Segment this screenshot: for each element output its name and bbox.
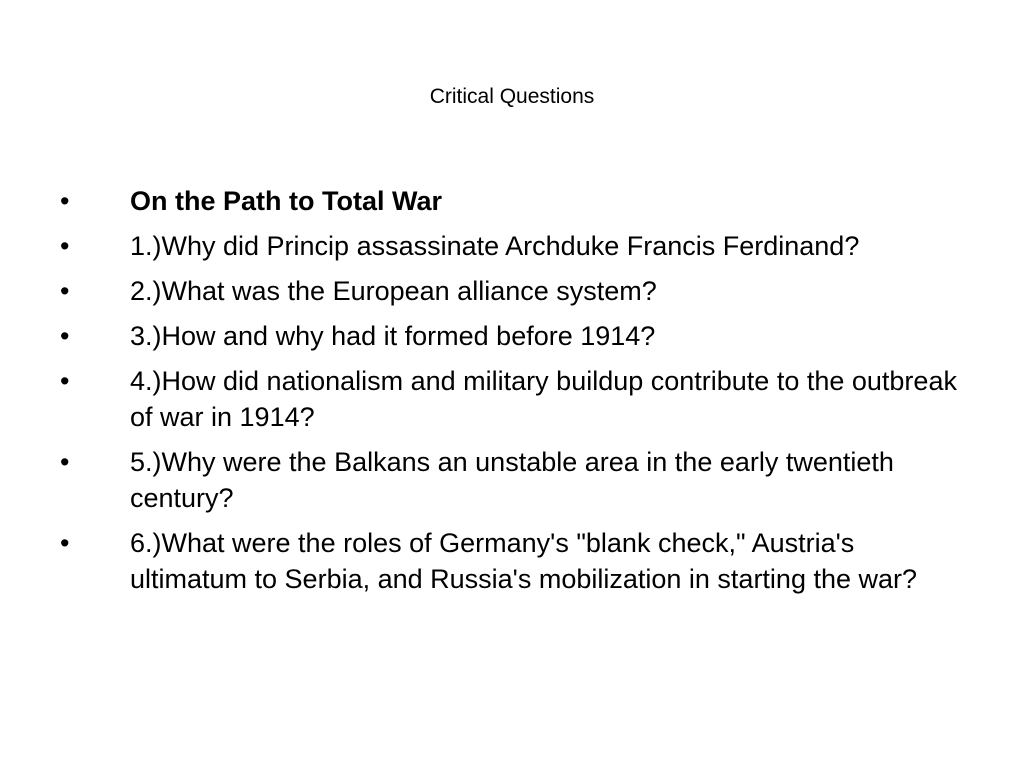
- bullet-text: 2.)What was the European alliance system?: [130, 276, 657, 306]
- bullet-item-question-6: [60, 525, 970, 597]
- bullet-text: 3.)How and why had it formed before 1914?: [130, 321, 656, 351]
- bullet-item-question-1: [60, 228, 970, 264]
- bullet-text: 6.)What were the roles of Germany's "blank check," Austria's ultimatum to Serbia, and Russia's mobilization in starting the war?: [130, 528, 918, 594]
- bullet-marker: •: [60, 528, 70, 558]
- bullet-marker: •: [60, 321, 70, 351]
- bullet-marker: •: [60, 366, 70, 396]
- bullet-text: 4.)How did nationalism and military buildup contribute to the outbreak of war in 1914?: [130, 366, 957, 432]
- bullet-item-question-5: [60, 444, 970, 516]
- bullet-marker: •: [60, 276, 70, 306]
- bullet-text: On the Path to Total War: [130, 186, 442, 216]
- bullet-marker: •: [60, 447, 70, 477]
- bullet-item-question-3: [60, 318, 970, 354]
- slide-title: Critical Questions: [429, 85, 595, 108]
- bullet-marker: •: [60, 231, 70, 261]
- bullet-text: 1.)Why did Princip assassinate Archduke Francis Ferdinand?: [130, 231, 860, 261]
- bullet-list: [60, 183, 970, 606]
- bullet-item-question-4: [60, 363, 970, 435]
- bullet-marker: •: [60, 186, 70, 216]
- bullet-text: 5.)Why were the Balkans an unstable area in the early twentieth century?: [130, 447, 894, 513]
- bullet-item-question-2: [60, 273, 970, 309]
- bullet-item-heading: [60, 183, 970, 219]
